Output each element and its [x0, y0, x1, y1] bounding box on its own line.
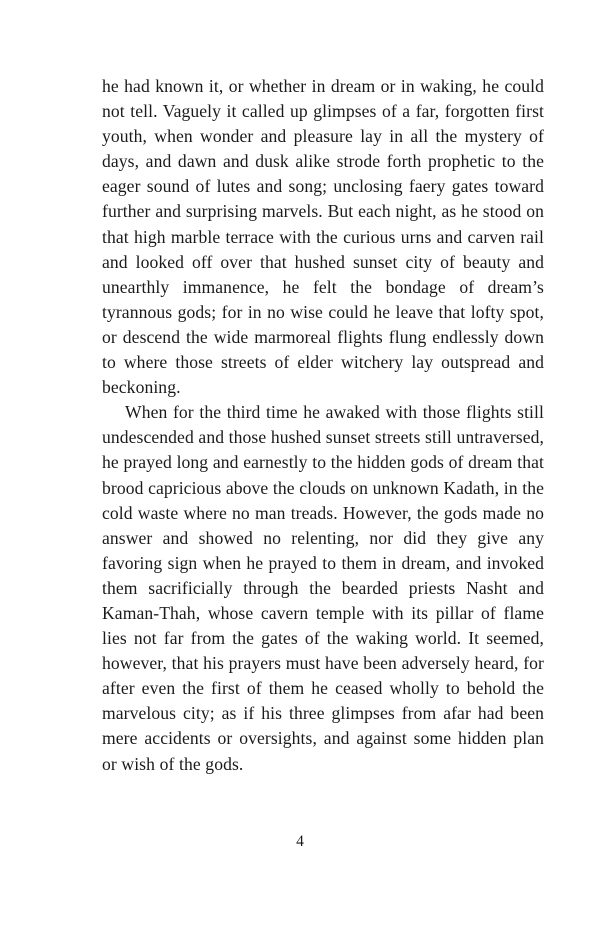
body-text-column — [102, 74, 544, 777]
paragraph-continuation: he had known it, or whether in dream or in waking, he could not tell. Vaguely it called up glimpses of a far, forgotten first youth, when wonder and pleasure lay in all the mystery of days, and dawn and dusk alike strode forth prophetic to the eager sound of lutes and song; unclosing faery gates toward further and surprising marvels. But each night, as he stood on that high marble terrace with the curious urns and carven rail and looked off over that hushed sunset city of beauty and unearthly immanence, he felt the bondage of dream’s tyrannous gods; for in no wise could he leave that lofty spot, or descend the wide marmoreal flights flung endlessly down to where those streets of elder witchery lay outspread and beckoning. — [102, 76, 544, 398]
paragraph-second: When for the third time he awaked with those flights still undescended and those hushed sunset streets still untraversed, he prayed long and earnestly to the hidden gods of dream that brood capricious above the clouds on unknown Kadath, in the cold waste where no man treads. However, the gods made no answer and showed no relenting, nor did they give any favoring sign when he prayed to them in dream, and invoked them sacrificially through the bearded priests Nasht and Kaman-Thah, whose cavern temple with its pillar of flame lies not far from the gates of the waking world. It seemed, however, that his prayers must have been adversely heard, for after even the first of them he ceased wholly to behold the marvelous city; as if his three glimpses from afar had been mere accidents or oversights, and against some hidden plan or wish of the gods. — [102, 402, 544, 774]
page-number: 4 — [296, 833, 304, 850]
